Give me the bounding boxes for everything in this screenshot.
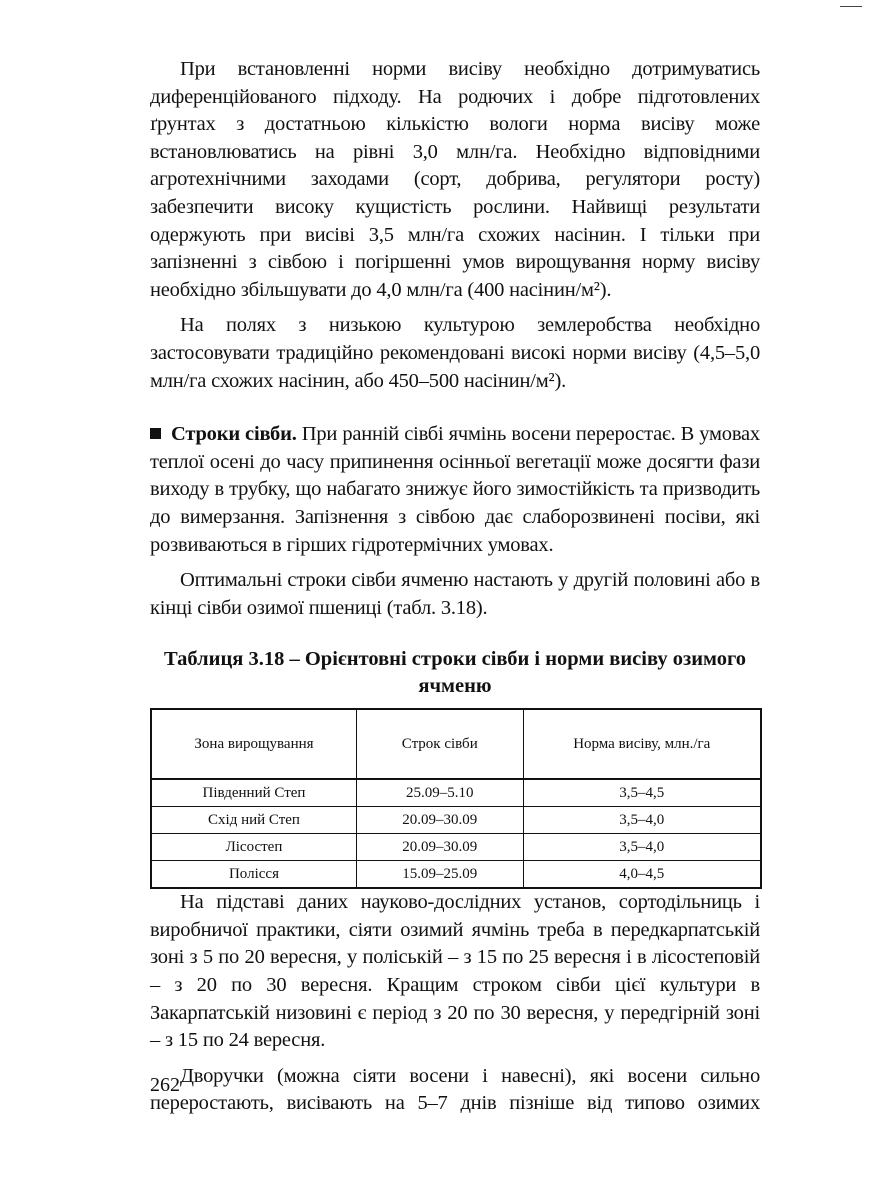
paragraph-low-culture-fields: На полях з низькою культурою землеробства необхідно застосовувати традиційно рекомендовані високі норми висіву (4,5–5,0 млн/га схожих насінин, або 450–500 насінин/м²). [150, 314, 760, 392]
header-zone: Зона вирощування [151, 709, 356, 779]
cell-zone: Лісостеп [151, 834, 356, 861]
cell-date: 20.09–30.09 [356, 834, 523, 861]
section-sowing-dates [150, 421, 760, 559]
cell-zone: Полісся [151, 861, 356, 889]
square-bullet-icon [150, 428, 161, 439]
table-row [151, 834, 761, 861]
table-row [151, 807, 761, 834]
cell-rate: 3,5–4,5 [523, 779, 761, 807]
section-title: Строки сівби. [171, 423, 297, 446]
cell-zone: Схід ний Степ [151, 807, 356, 834]
table-row [151, 861, 761, 889]
cell-date: 20.09–30.09 [356, 807, 523, 834]
table-caption: Таблиця 3.18 – Орієнтовні строки сівби і норми висіву озимого ячменю [163, 648, 746, 698]
table-row [151, 779, 761, 807]
paragraph-seeding-norm: При встановленні норми висіву необхідно дотримуватись диференційованого підходу. На родючих і добре підготовлених ґрунтах з достатньою кількістю вологи норма висіву може встановлюватись на рівні 3,0 млн/га. Необхідно відповідними агротехнічними заходами (сорт, добрива, регулятори росту) забезпечити високу кущистість рослини. Найвищі результати одержують при висіві 3,5 млн/га схожих насінин. І тільки при запізненні з сівбою і погіршенні умов вирощування норму висіву необхідно збільшувати до 4,0 млн/га (400 насінин/м²). [150, 58, 760, 301]
sowing-table [150, 708, 762, 889]
corner-scan-mark [840, 6, 862, 7]
paragraph-regional-dates: На підставі даних науково-дослідних установ, сортодільниць і виробничої практики, сіяти озимий ячмінь треба в передкарпатській зоні з 5 по 20 вересня, у поліській – з 15 по 25 вересня і в лісостеповій – з 20 по 30 вересня. Кращим строком сівби цієї культури в Закарпатській низовині є період з 20 по 30 вересня, у передгірній зоні – з 15 по 24 вересня. [150, 891, 760, 1052]
cell-rate: 3,5–4,0 [523, 807, 761, 834]
cell-zone: Південний Степ [151, 779, 356, 807]
cell-rate: 3,5–4,0 [523, 834, 761, 861]
page-number: 262 [150, 1074, 180, 1096]
header-seeding-rate: Норма висіву, млн./га [523, 709, 761, 779]
cell-date: 25.09–5.10 [356, 779, 523, 807]
paragraph-optimal-dates: Оптимальні строки сівби ячменю настають у другій половині або в кінці сівби озимої пшениці (табл. 3.18). [150, 569, 760, 619]
paragraph-dvoruchky: Дворучки (можна сіяти восени і навесні), які восени сильно переростають, висівають на 5–7 днів пізніше від типово озимих [150, 1064, 760, 1115]
cell-date: 15.09–25.09 [356, 861, 523, 889]
header-sowing-date: Строк сівби [356, 709, 523, 779]
table-header-row [151, 709, 761, 779]
section-text: При ранній сівбі ячмінь восени переростає. В умовах теплої осені до часу припинення осінньої вегетації може досягти фази виходу в трубку, що набагато знижує його зимостійкість та призводить до вимерзання. Запізнення з сівбою дає слаборозвинені посіви, які розвиваються в гірших гідротермічних умовах. [150, 423, 760, 556]
cell-rate: 4,0–4,5 [523, 861, 761, 889]
page-content [150, 56, 760, 1118]
